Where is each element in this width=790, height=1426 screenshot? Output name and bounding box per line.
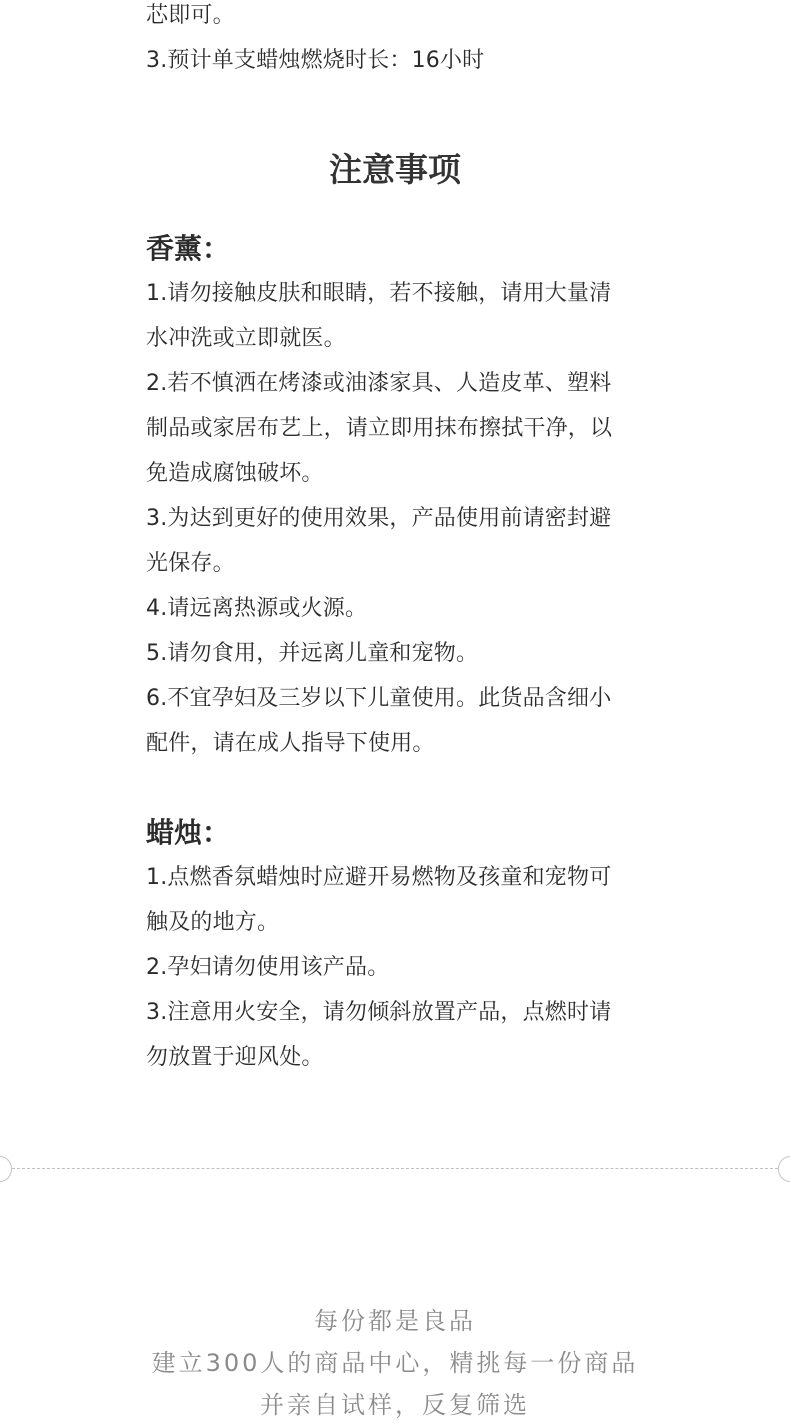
divider-notch-left	[0, 1156, 12, 1182]
divider-notch-right	[778, 1156, 790, 1182]
aroma-line: 光保存。	[146, 551, 235, 576]
aroma-line: 5.请勿食用，并远离儿童和宠物。	[146, 641, 479, 666]
candle-line: 3.注意用火安全，请勿倾斜放置产品，点燃时请	[146, 1000, 612, 1025]
aroma-line: 4.请远离热源或火源。	[146, 596, 368, 621]
footer-description: 建立300人的商品中心，精挑每一份商品	[151, 1349, 639, 1377]
candle-line: 1.点燃香氛蜡烛时应避开易燃物及孩童和宠物可	[146, 865, 612, 890]
divider-dash-line	[12, 1168, 778, 1169]
dashed-divider	[0, 1168, 790, 1170]
usage-line: 3.预计单支蜡烛燃烧时长：16小时	[146, 48, 485, 73]
candle-line: 勿放置于迎风处。	[146, 1045, 324, 1070]
aroma-line: 1.请勿接触皮肤和眼睛，若不接触，请用大量清	[146, 281, 612, 306]
usage-line: 芯即可。	[146, 3, 235, 28]
footer	[0, 1300, 790, 1426]
candle-section	[146, 810, 651, 1080]
candle-line: 2.孕妇请勿使用该产品。	[146, 955, 390, 980]
footer-slogan: 每份都是良品	[314, 1307, 476, 1335]
candle-line: 触及的地方。	[146, 910, 280, 935]
candle-heading: 蜡烛：	[146, 816, 231, 849]
footer-description-cont: 并亲自试样，反复筛选	[260, 1391, 530, 1419]
aroma-line: 配件，请在成人指导下使用。	[146, 731, 435, 756]
aroma-heading: 香薰：	[146, 232, 231, 265]
usage-tail	[146, 0, 651, 83]
aroma-line: 制品或家居布艺上，请立即用抹布擦拭干净，以	[146, 416, 613, 441]
aroma-line: 6.不宜孕妇及三岁以下儿童使用。此货品含细小	[146, 686, 612, 711]
notice-title: 注意事项	[329, 150, 461, 189]
aroma-section	[146, 226, 651, 766]
aroma-line: 3.为达到更好的使用效果，产品使用前请密封避	[146, 506, 612, 531]
aroma-line: 2.若不慎洒在烤漆或油漆家具、人造皮革、塑料	[146, 371, 612, 396]
aroma-line: 免造成腐蚀破坏。	[146, 461, 324, 486]
aroma-line: 水冲洗或立即就医。	[146, 326, 346, 351]
